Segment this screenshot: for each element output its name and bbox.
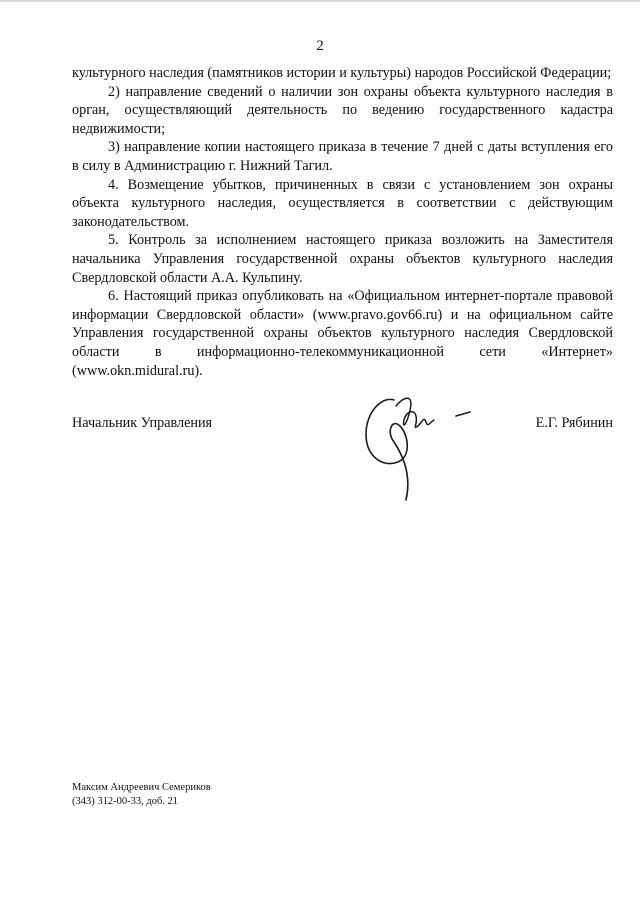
page-edge: [0, 0, 640, 2]
executor-info: [72, 781, 211, 809]
executor-phone: (343) 312-00-33, доб. 21: [72, 796, 179, 807]
signer-title: Начальник Управления: [72, 415, 213, 431]
signer-name: Е.Г. Рябинин: [535, 415, 613, 431]
paragraph-clause-4: 4. Возмещение убытков, причиненных в связи с установлением зон охраны объекта культурного наследия, осуществляется в соответствии с действующим законодательством.: [72, 176, 613, 230]
signature-block: [72, 415, 613, 435]
document-body: [72, 64, 613, 380]
executor-name: Максим Андреевич Семериков: [72, 782, 211, 793]
paragraph-clause-6: 6. Настоящий приказ опубликовать на «Официальном интернет-портале правовой информации Свердловской области» (www.pravo.gov66.ru) и на официальном сайте Управления государственной охраны объектов культурного наследия Свердловской области в информационно-телекоммуникационной сети «Интернет» (www.okn.midural.ru).: [72, 288, 613, 379]
paragraph-item-3: 3) направление копии настоящего приказа в течение 7 дней с даты вступления его в силу в Администрацию г. Нижний Тагил.: [72, 139, 613, 174]
page-number: 2: [316, 38, 324, 54]
handwritten-signature: [352, 382, 482, 512]
paragraph-item-2: 2) направление сведений о наличии зон охраны объекта культурного наследия в орган, осуществляющий деятельность по ведению государственного кадастра недвижимости;: [72, 83, 613, 137]
paragraph-continuation: культурного наследия (памятников истории и культуры) народов Российской Федерации;: [72, 65, 612, 81]
paragraph-clause-5: 5. Контроль за исполнением настоящего приказа возложить на Заместителя начальника Управления государственной охраны объектов культурного наследия Свердловской области А.А. Кульпину.: [72, 232, 613, 286]
